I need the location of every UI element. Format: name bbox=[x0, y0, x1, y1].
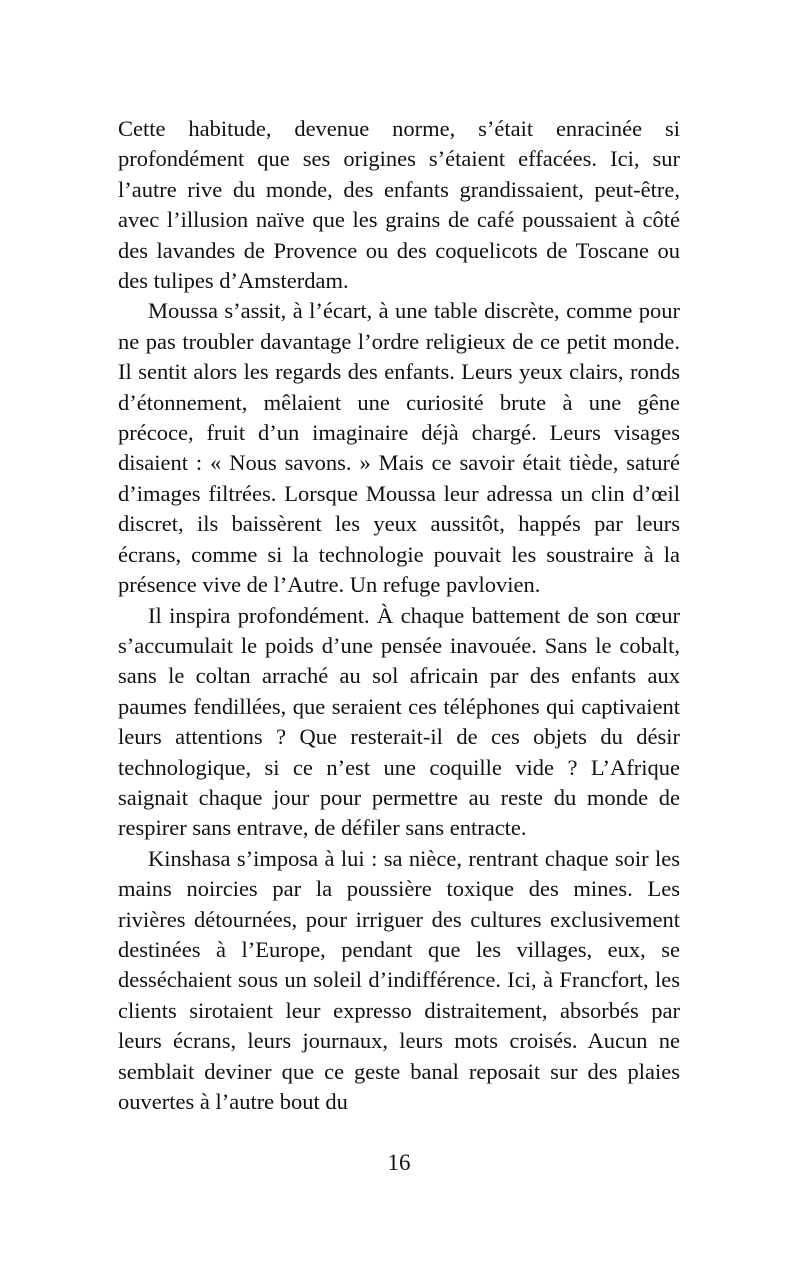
paragraph-3: Il inspira profondément. À chaque battement de son cœur s’accumulait le poids d’une pensée inavouée. Sans le cobalt, sans le coltan arraché au sol africain par des enfants aux paumes fendillées, que seraient ces téléphones qui captivaient leurs attentions ? Que resterait-il de ces objets du désir technologique, si ce n’est une coquille vide ? L’Afrique saignait chaque jour pour permettre au reste du monde de respirer sans entrave, de défiler sans entracte. bbox=[118, 602, 680, 841]
paragraph-2: Moussa s’assit, à l’écart, à une table discrète, comme pour ne pas troubler davantage l’ordre religieux de ce petit monde. Il sentit alors les regards des enfants. Leurs yeux clairs, ronds d’étonnement, mêlaient une curiosité brute à une gêne précoce, fruit d’un imaginaire déjà chargé. Leurs visages disaient : « Nous savons. » Mais ce savoir était tiède, saturé d’images filtrées. Lorsque Moussa leur adressa un clin d’œil discret, ils baissèrent les yeux aussitôt, happés par leurs écrans, comme si la technologie pouvait les soustraire à la présence vive de l’Autre. Un refuge pavlovien. bbox=[118, 298, 680, 598]
paragraph-4: Kinshasa s’imposa à lui : sa nièce, rentrant chaque soir les mains noircies par la poussière toxique des mines. Les rivières détournées, pour irriguer des cultures exclusivement destinées à l’Europe, pendant que les villages, eux, se desséchaient sous un soleil d’indifférence. Ici, à Francfort, les clients sirotaient leur expresso distraitement, absorbés par leurs écrans, leurs journaux, leurs mots croisés. Aucun ne semblait deviner que ce geste banal reposait sur des plaies ouvertes à l’autre bout du bbox=[118, 845, 680, 1114]
page-number: 16 bbox=[387, 1150, 411, 1175]
body-text bbox=[118, 114, 680, 1117]
paragraph-1: Cette habitude, devenue norme, s’était enracinée si profondément que ses origines s’étaient effacées. Ici, sur l’autre rive du monde, des enfants grandissaient, peut-être, avec l’illusion naïve que les grains de café poussaient à côté des lavandes de Provence ou des coquelicots de Toscane ou des tulipes d’Amsterdam. bbox=[118, 116, 680, 294]
